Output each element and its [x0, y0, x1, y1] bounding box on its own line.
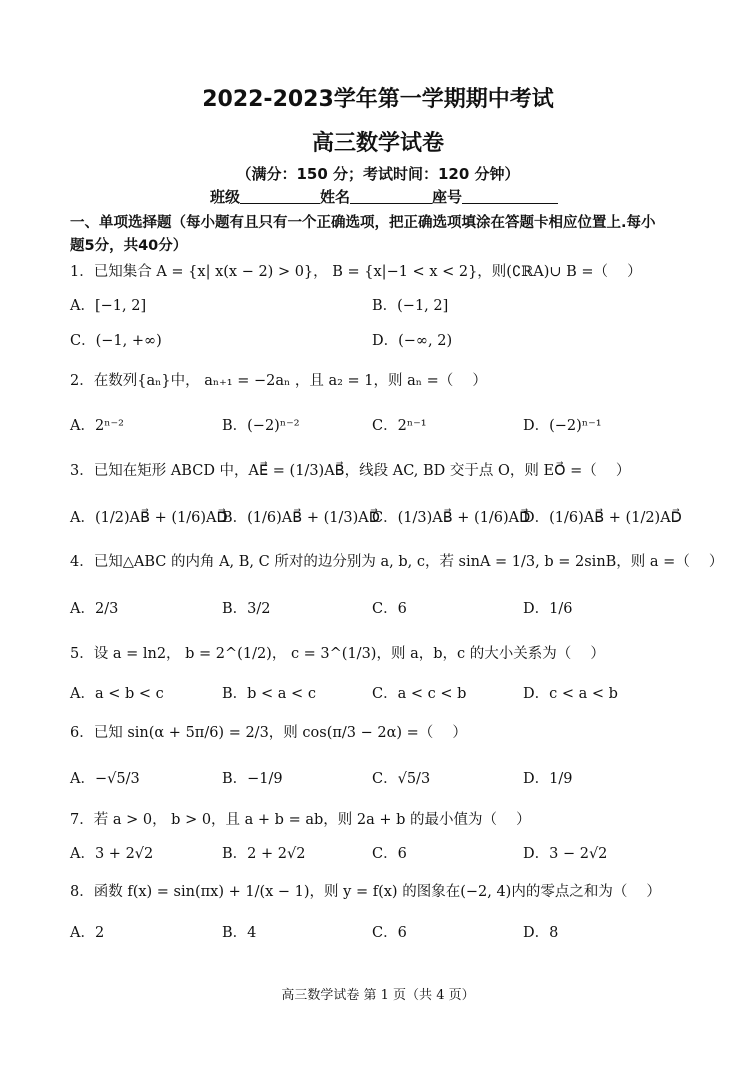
student-fields [210, 186, 558, 207]
question-1-option-c: C．(−1, +∞) [70, 333, 162, 349]
seat-blank[interactable] [462, 189, 558, 204]
question-7-option-b: B．2 + 2√2 [222, 846, 306, 862]
name-label: 姓名 [320, 188, 351, 206]
question-2-stem: 2．在数列{aₙ}中， aₙ₊₁ = −2aₙ ，且 a₂ = 1，则 aₙ =（ ） [70, 373, 487, 389]
question-2-option-a: A．2ⁿ⁻² [70, 418, 124, 434]
question-7-option-d: D．3 − 2√2 [523, 846, 608, 862]
question-3-option-a: A．(1/2)AB⃗ + (1/6)AD⃗ [70, 510, 228, 526]
exam-info: （满分：150 分；考试时间：120 分钟） [236, 165, 520, 183]
name-blank[interactable] [350, 189, 432, 204]
question-3-option-d: D．(1/6)AB⃗ + (1/2)AD⃗ [523, 510, 682, 526]
question-1-stem: 1．已知集合 A = {x| x(x − 2) > 0}， B = {x|−1 < x < 2}，则(∁ℝA)∪ B =（ ） [70, 264, 642, 280]
question-6-option-c: C．√5/3 [372, 771, 431, 787]
question-7-option-c: C．6 [372, 846, 407, 862]
question-5-option-d: D．c < a < b [523, 686, 618, 702]
class-blank[interactable] [240, 189, 320, 204]
question-4-option-b: B．3/2 [222, 601, 271, 617]
question-8-option-c: C．6 [372, 925, 407, 941]
question-3-option-c: C．(1/3)AB⃗ + (1/6)AD⃗ [372, 510, 531, 526]
question-5-option-c: C．a < c < b [372, 686, 467, 702]
section-header-line-1: 一、单项选择题（每小题有且只有一个正确选项，把正确选项填涂在答题卡相应位置上.每小 [70, 215, 656, 231]
seat-label: 座号 [432, 188, 463, 206]
question-6-option-b: B．−1/9 [222, 771, 283, 787]
question-6-option-d: D．1/9 [523, 771, 573, 787]
question-7-option-a: A．3 + 2√2 [70, 846, 154, 862]
question-4-option-d: D．1/6 [523, 601, 573, 617]
question-4-option-a: A．2/3 [70, 601, 119, 617]
question-8-option-d: D．8 [523, 925, 559, 941]
question-3-stem: 3．已知在矩形 ABCD 中，AE⃗ = (1/3)AB⃗，线段 AC, BD 交于点 O，则 EO⃗ =（ ） [70, 463, 631, 479]
question-4-stem: 4．已知△ABC 的内角 A, B, C 所对的边分别为 a, b, c，若 sinA = 1/3, b = 2sinB，则 a =（ ） [70, 554, 724, 570]
question-8-option-b: B．4 [222, 925, 257, 941]
question-4-option-c: C．6 [372, 601, 407, 617]
question-2-option-d: D．(−2)ⁿ⁻¹ [523, 418, 602, 434]
question-1-option-d: D．(−∞, 2) [372, 333, 453, 349]
question-2-option-b: B．(−2)ⁿ⁻² [222, 418, 300, 434]
section-header [70, 212, 656, 258]
class-label: 班级 [210, 188, 241, 206]
question-1-option-a: A．[−1, 2] [70, 298, 147, 314]
question-5-option-b: B．b < a < c [222, 686, 316, 702]
question-7-stem: 7．若 a > 0， b > 0，且 a + b = ab，则 2a + b 的最小值为（ ） [70, 812, 531, 828]
question-6-stem: 6．已知 sin(α + 5π/6) = 2/3，则 cos(π/3 − 2α) =（ ） [70, 725, 467, 741]
question-5-stem: 5．设 a = ln2， b = 2^(1/2)， c = 3^(1/3)，则 a，b，c 的大小关系为（ ） [70, 646, 605, 662]
question-3-option-b: B．(1/6)AB⃗ + (1/3)AD⃗ [222, 510, 380, 526]
question-8-option-a: A．2 [70, 925, 105, 941]
exam-title: 2022-2023学年第一学期期中考试 [202, 87, 554, 112]
question-2-option-c: C．2ⁿ⁻¹ [372, 418, 427, 434]
section-header-line-2: 题5分，共40分） [70, 238, 188, 254]
question-1-option-b: B．(−1, 2] [372, 298, 449, 314]
exam-subtitle: 高三数学试卷 [311, 131, 444, 156]
page-footer: 高三数学试卷 第 1 页（共 4 页） [281, 988, 475, 1003]
question-8-stem: 8．函数 f(x) = sin(πx) + 1/(x − 1)，则 y = f(x) 的图象在(−2, 4)内的零点之和为（ ） [70, 884, 661, 900]
question-5-option-a: A．a < b < c [70, 686, 164, 702]
question-6-option-a: A．−√5/3 [70, 771, 140, 787]
